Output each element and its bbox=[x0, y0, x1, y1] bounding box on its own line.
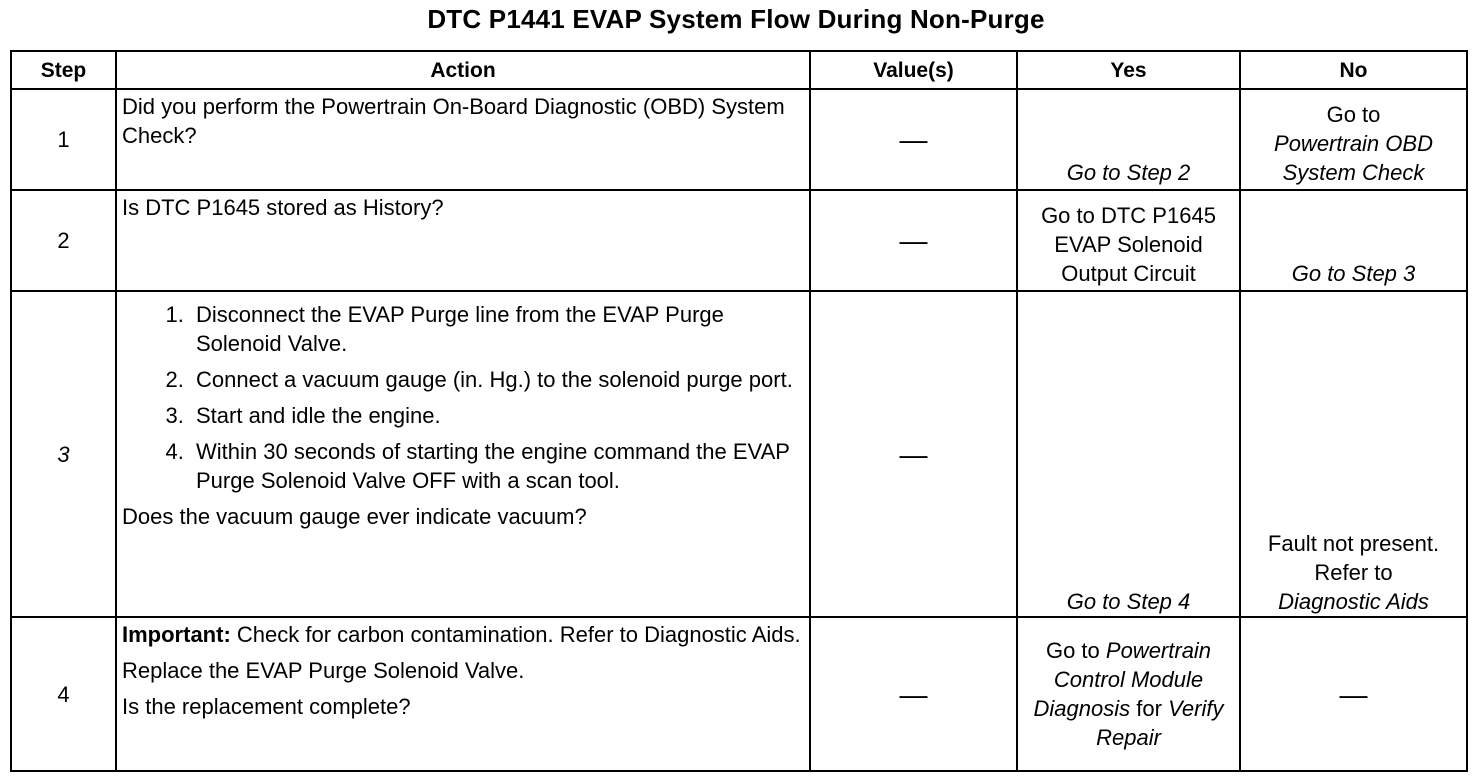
yes-mid: for bbox=[1136, 696, 1162, 722]
action-cell bbox=[116, 291, 810, 617]
no-target: Powertrain OBD System Check bbox=[1274, 131, 1433, 186]
value-cell: — bbox=[810, 89, 1017, 190]
yes-link[interactable]: Go to DTC P1645 EVAP Solenoid Output Circuit bbox=[1017, 190, 1240, 291]
table-row-step-3 bbox=[11, 291, 1467, 617]
yes-target-2: Verify Repair bbox=[1096, 696, 1224, 751]
table-row-step-4 bbox=[11, 617, 1467, 771]
diagnostic-table bbox=[10, 50, 1468, 772]
value-cell: — bbox=[810, 190, 1017, 291]
yes-link[interactable]: Go to Step 2 bbox=[1017, 89, 1240, 190]
yes-target: Powertrain Control Module Diagnosis bbox=[1033, 638, 1212, 722]
action-cell bbox=[116, 617, 810, 771]
action-question: Is the replacement complete? bbox=[122, 694, 411, 720]
step-number: 1 bbox=[11, 89, 116, 190]
table-row-step-2 bbox=[11, 190, 1467, 291]
header-values: Value(s) bbox=[810, 51, 1017, 89]
value-cell: — bbox=[810, 617, 1017, 771]
important-text: Check for carbon contamination. Refer to Diagnostic Aids. bbox=[236, 622, 801, 648]
step-number: 3 bbox=[11, 291, 116, 617]
header-yes: Yes bbox=[1017, 51, 1240, 89]
header-action: Action bbox=[116, 51, 810, 89]
yes-link[interactable]: Go to Step 4 bbox=[1017, 291, 1240, 617]
substep-item: 4. Within 30 seconds of starting the engine command the EVAP Purge Solenoid Valve OFF with a scan tool. bbox=[190, 437, 804, 495]
action-question: Does the vacuum gauge ever indicate vacuum? bbox=[122, 504, 587, 530]
action-line: Replace the EVAP Purge Solenoid Valve. bbox=[122, 658, 525, 684]
substep-item: 1. Disconnect the EVAP Purge line from the EVAP Purge Solenoid Valve. bbox=[190, 300, 804, 358]
no-target: Diagnostic Aids bbox=[1278, 589, 1429, 615]
header-no: No bbox=[1240, 51, 1467, 89]
value-cell: — bbox=[810, 291, 1017, 617]
action-text: Did you perform the Powertrain On-Board Diagnostic (OBD) System Check? bbox=[116, 89, 810, 190]
important-note bbox=[122, 620, 804, 649]
yes-link[interactable] bbox=[1017, 617, 1240, 771]
no-link[interactable] bbox=[1240, 89, 1467, 190]
important-label: Important: bbox=[122, 622, 231, 648]
no-link[interactable] bbox=[1240, 291, 1467, 617]
no-prefix: Go to bbox=[1326, 102, 1381, 128]
no-prefix: Fault not present. Refer to bbox=[1267, 531, 1440, 586]
yes-prefix: Go to bbox=[1045, 638, 1100, 664]
substep-item: 2. Connect a vacuum gauge (in. Hg.) to the solenoid purge port. bbox=[190, 365, 804, 394]
document-title: DTC P1441 EVAP System Flow During Non-Purge bbox=[427, 4, 1045, 34]
no-link[interactable]: Go to Step 3 bbox=[1240, 190, 1467, 291]
no-cell: — bbox=[1240, 617, 1467, 771]
table-row-step-1 bbox=[11, 89, 1467, 190]
header-step: Step bbox=[11, 51, 116, 89]
substep-item: 3. Start and idle the engine. bbox=[190, 401, 804, 430]
action-text: Is DTC P1645 stored as History? bbox=[116, 190, 810, 291]
substep-list bbox=[122, 300, 804, 495]
step-number: 2 bbox=[11, 190, 116, 291]
table-header-row bbox=[11, 51, 1467, 89]
step-number: 4 bbox=[11, 617, 116, 771]
